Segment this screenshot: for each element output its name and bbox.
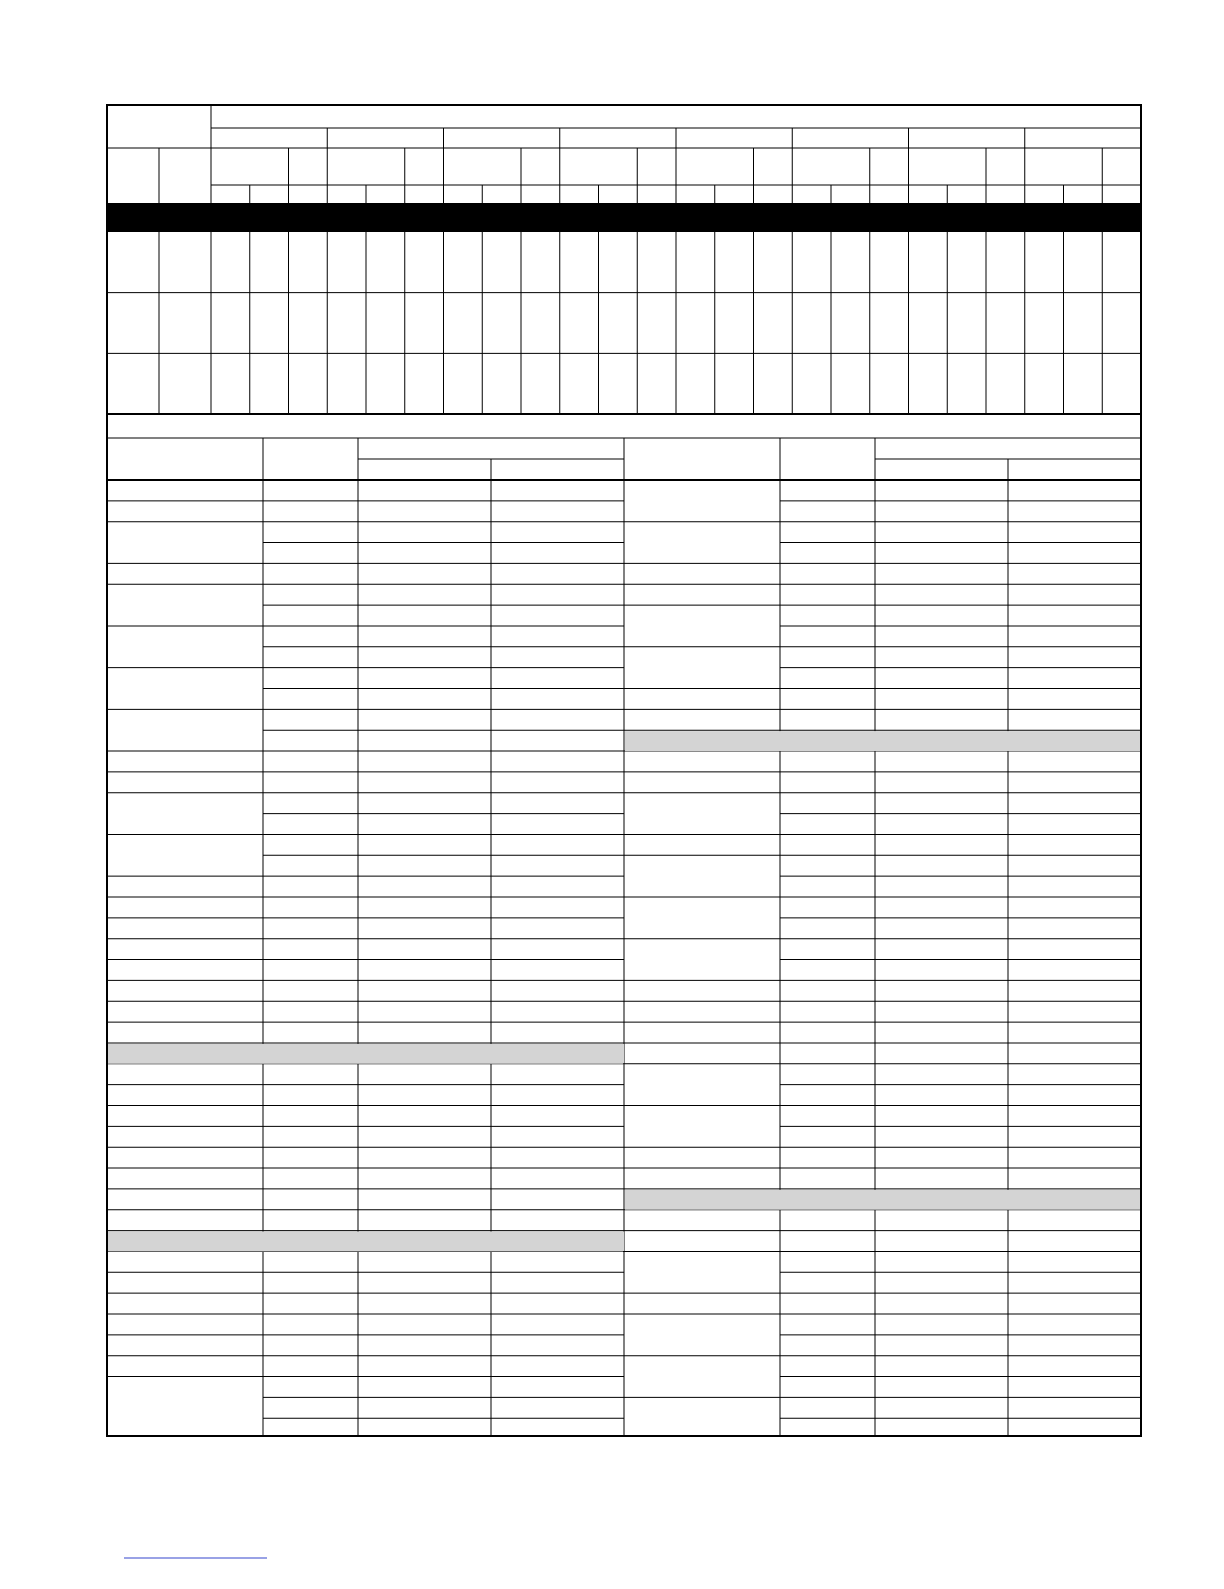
shaded-section-row (108, 1044, 623, 1064)
header-band (107, 203, 1141, 232)
shaded-section-row (625, 1190, 1140, 1210)
shaded-section-row (108, 1232, 623, 1252)
shaded-section-row (625, 731, 1140, 751)
